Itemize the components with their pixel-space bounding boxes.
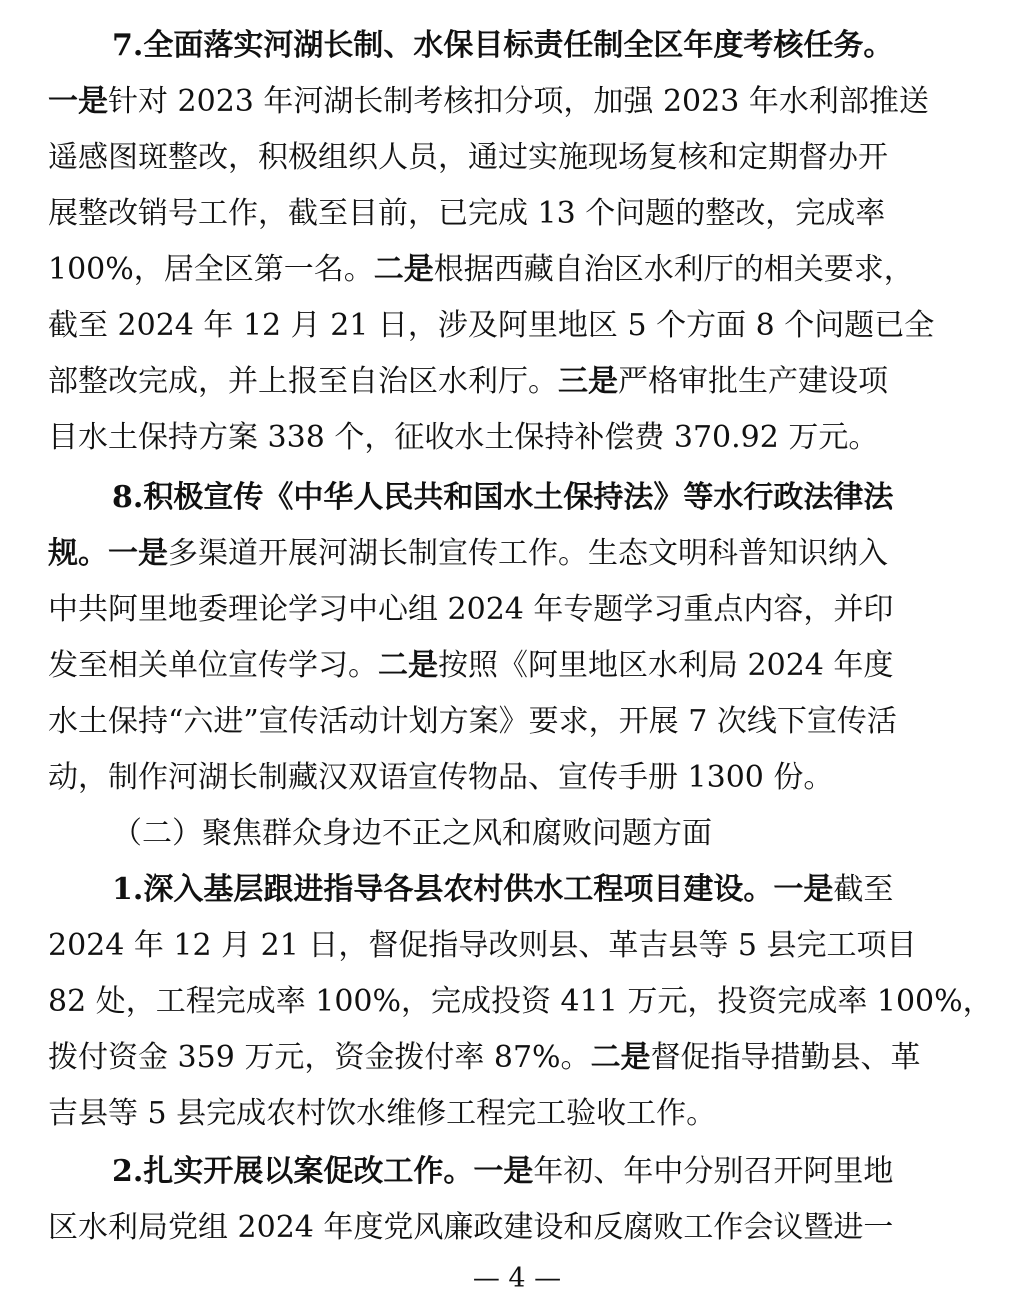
item-8-line: 中共阿里地委理论学习中心组 2024 年专题学习重点内容，并印 <box>48 592 894 627</box>
item-7-line: 一是针对 2023 年河湖长制考核扣分项，加强 2023 年水利部推送 <box>48 84 929 119</box>
page-number: — 4 — <box>472 1263 562 1294</box>
item-8-heading: 8.积极宣传《中华人民共和国水土保持法》等水行政法律法 <box>112 480 894 515</box>
section-2-item-1-line: 吉县等 5 县完成农村饮水维修工程完工验收工作。 <box>48 1096 717 1131</box>
section-2-heading: （二）聚焦群众身边不正之风和腐败问题方面 <box>112 816 712 851</box>
item-8-line: 水土保持“六进”宣传活动计划方案》要求，开展 7 次线下宣传活 <box>48 704 897 739</box>
section-2-item-2-line: 区水利局党组 2024 年度党风廉政建设和反腐败工作会议暨进一 <box>48 1210 894 1245</box>
item-8-line: 动，制作河湖长制藏汉双语宣传物品、宣传手册 1300 份。 <box>48 760 834 795</box>
section-2-item-1-line: 拨付资金 359 万元，资金拨付率 87%。二是督促指导措勤县、革 <box>48 1040 921 1075</box>
section-2-item-1-heading: 1.深入基层跟进指导各县农村供水工程项目建设。一是截至 <box>112 872 894 907</box>
section-2-item-1-line: 2024 年 12 月 21 日，督促指导改则县、革吉县等 5 县完工项目 <box>48 928 917 963</box>
item-7-line: 截至 2024 年 12 月 21 日，涉及阿里地区 5 个方面 8 个问题已全 <box>48 308 935 343</box>
item-7-line: 目水土保持方案 338 个，征收水土保持补偿费 370.92 万元。 <box>48 420 879 455</box>
section-2-item-2-heading: 2.扎实开展以案促改工作。一是年初、年中分别召开阿里地 <box>112 1154 894 1189</box>
item-7-heading: 7.全面落实河湖长制、水保目标责任制全区年度考核任务。 <box>112 28 894 63</box>
item-7-line: 部整改完成，并上报至自治区水利厅。三是严格审批生产建设项 <box>48 364 888 399</box>
item-8-line: 规。一是多渠道开展河湖长制宣传工作。生态文明科普知识纳入 <box>48 536 888 571</box>
section-2-item-1-line: 82 处，工程完成率 100%，完成投资 411 万元，投资完成率 100%， <box>48 984 993 1019</box>
item-7-line: 展整改销号工作，截至目前，已完成 13 个问题的整改，完成率 <box>48 196 886 231</box>
item-8-line: 发至相关单位宣传学习。二是按照《阿里地区水利局 2024 年度 <box>48 648 894 683</box>
item-7-line: 遥感图斑整改，积极组织人员，通过实施现场复核和定期督办开 <box>48 140 888 175</box>
item-7-line: 100%，居全区第一名。二是根据西藏自治区水利厅的相关要求， <box>48 252 914 287</box>
